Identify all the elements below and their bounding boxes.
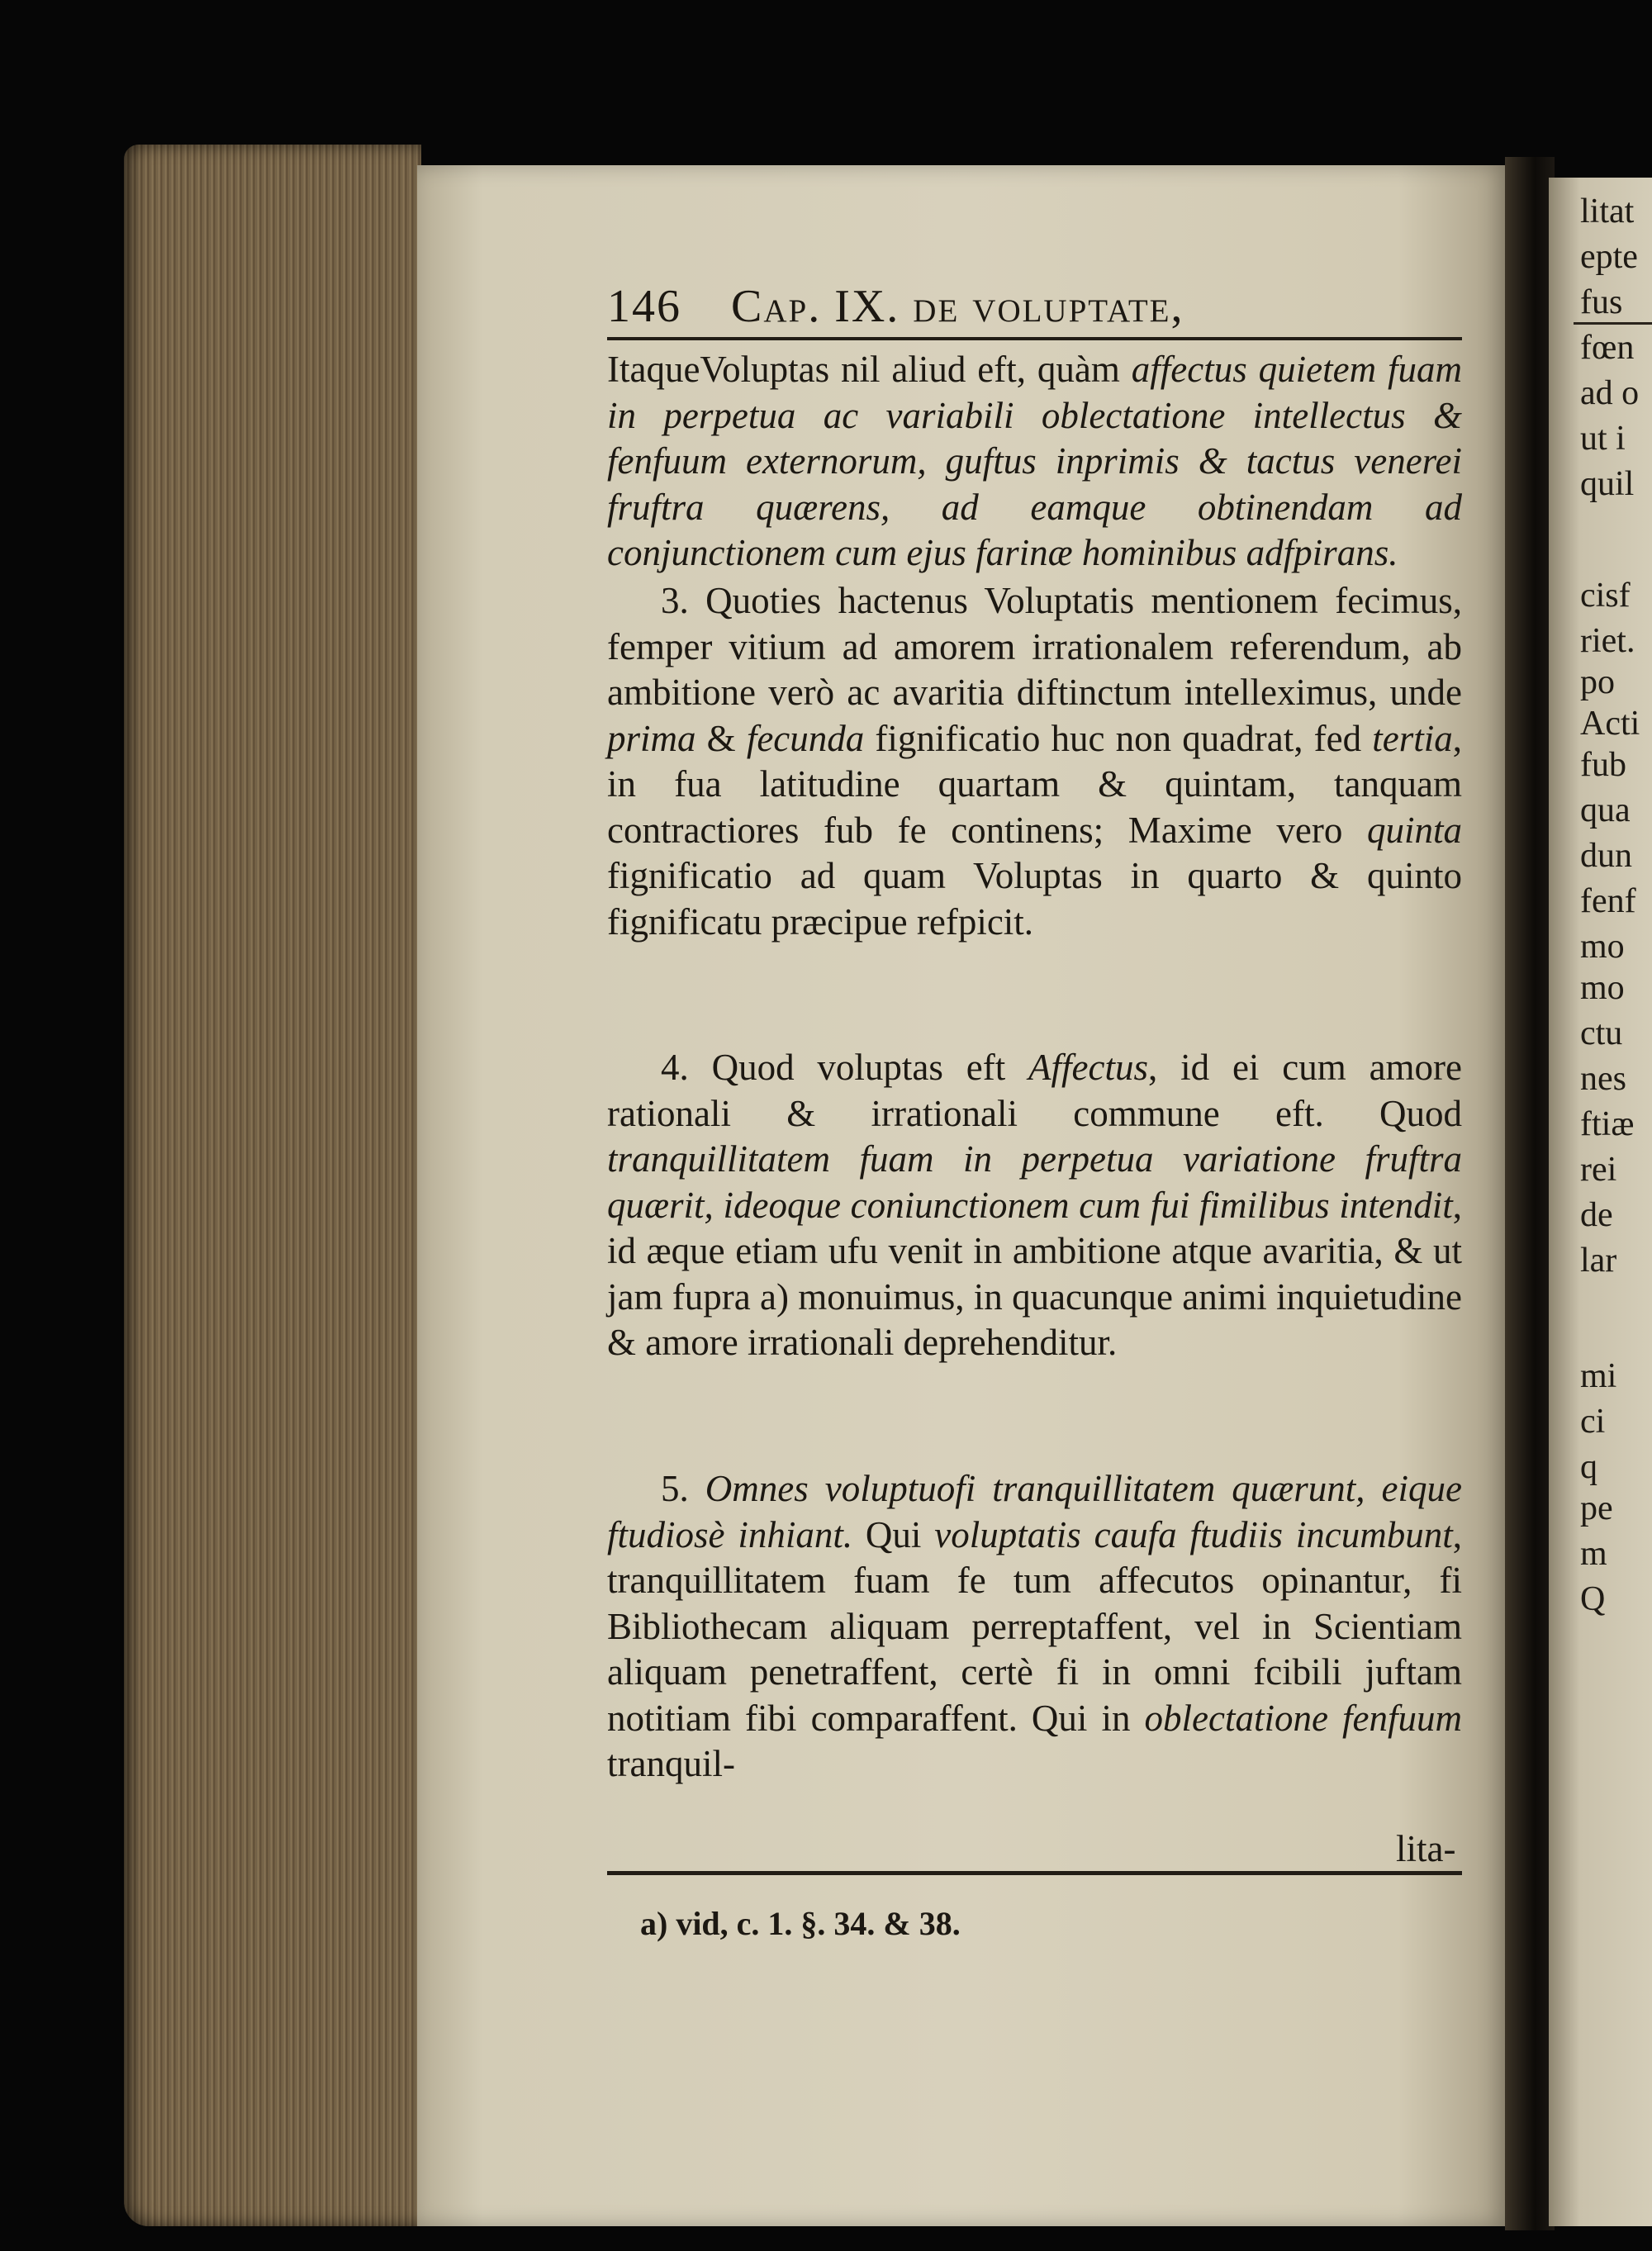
- facing-page-text: mo: [1580, 928, 1625, 966]
- text-segment: , id æque etiam ufu venit in ambitione atque avaritia, & ut jam fupra a) monuimus, in quacunque animi inquietudine & amore irrationali deprehenditur.: [607, 1184, 1462, 1363]
- catchword: lita-: [1396, 1828, 1456, 1869]
- text-segment: 5.: [661, 1468, 705, 1509]
- facing-page-text: fub: [1580, 746, 1626, 784]
- text-segment: tranquillitatem fuam in perpetua variatione fruftra quærit, ideoque coniunctionem cum fui fimilibus intendit: [607, 1138, 1462, 1226]
- page-number: 146: [607, 281, 681, 332]
- text-segment: , in fua latitudine quartam & quintam, tanquam contractiores fub fe continens; Maxime vero: [607, 717, 1462, 851]
- footnote-rule: [607, 1871, 1462, 1875]
- book-gutter: [1505, 157, 1555, 2230]
- text-segment: , id ei cum amore rationali & irrationali commune eft. Quod: [607, 1047, 1462, 1134]
- facing-page-text: ut i: [1580, 420, 1626, 458]
- paragraph-4: [607, 1045, 1462, 1366]
- facing-page-text: fus: [1580, 283, 1623, 321]
- header-rule: [607, 337, 1462, 340]
- facing-page-text: fœn: [1580, 329, 1635, 367]
- book-fore-edge: [124, 145, 421, 2226]
- text-segment: quinta: [1366, 809, 1462, 851]
- text-segment: oblectatione fenfuum: [1144, 1697, 1462, 1739]
- facing-page-text: cisf: [1580, 577, 1631, 615]
- text-segment: ItaqueVoluptas nil aliud eft, quàm: [607, 349, 1132, 390]
- text-segment: tranquil-: [607, 1743, 735, 1784]
- facing-page-text: pe: [1580, 1489, 1613, 1527]
- facing-page-text: qua: [1580, 791, 1631, 829]
- facing-page-text: po: [1580, 663, 1615, 701]
- paragraph-intro: [607, 347, 1462, 577]
- running-title: Cap. IX. de voluptate,: [731, 281, 1184, 332]
- facing-page-text: mi: [1580, 1357, 1617, 1395]
- text-segment: prima: [607, 717, 696, 759]
- paragraph-5: [607, 1466, 1462, 1788]
- facing-page-fragment: [1549, 178, 1652, 2226]
- text-segment: fignificatio ad quam Voluptas in quarto & quinto fignificatu præcipue refpicit.: [607, 855, 1462, 943]
- facing-page-text: riet.: [1580, 622, 1635, 660]
- text-segment: voluptatis caufa ftudiis incumbunt: [934, 1513, 1453, 1555]
- facing-page-text: ctu: [1580, 1014, 1623, 1052]
- facing-page-text: epte: [1580, 238, 1638, 276]
- text-segment: 3. Quoties hactenus Voluptatis mentionem fecimus, femper vitium ad amorem irrationalem referendum, ab ambitione verò ac avaritia diftinctum intelleximus, unde: [607, 580, 1462, 713]
- running-header: [607, 273, 1462, 340]
- facing-page-text: dun: [1580, 837, 1632, 875]
- facing-page-text: ci: [1580, 1403, 1606, 1441]
- facing-page-text: q: [1580, 1448, 1597, 1486]
- text-segment: &: [695, 717, 747, 759]
- text-segment: 4. Quod voluptas eft: [661, 1047, 1029, 1088]
- facing-page-text: rei: [1580, 1151, 1617, 1189]
- facing-page-text: ftiæ: [1580, 1105, 1635, 1143]
- facing-page-text: lar: [1580, 1242, 1617, 1280]
- facing-page-text: ad o: [1580, 374, 1640, 412]
- facing-page-text: Acti: [1580, 705, 1640, 743]
- text-segment: affectus quietem fuam in perpetua ac variabili oblectatione intellectus & fenfuum externorum, guftus inprimis & tactus venerei fruftra quærens, ad eamque obtinendam ad conjunctionem cum ejus farinæ hominibus adfpirans.: [607, 349, 1462, 573]
- footnote: a) vid, c. 1. §. 34. & 38.: [640, 1905, 961, 1942]
- text-segment: fecunda: [746, 717, 865, 759]
- facing-page-text: nes: [1580, 1060, 1626, 1098]
- facing-page-text: litat: [1580, 192, 1635, 230]
- facing-page-text: fenf: [1580, 882, 1636, 920]
- text-segment: , tranquillitatem fuam fe tum affecutos opinantur, fi Bibliothecam aliquam perreptaffent, vel in Scientiam aliquam penetraffent, certè fi in omni fcibili juftam notitiam fibi comparaffent. Qui in: [607, 1513, 1463, 1739]
- text-segment: Affectus: [1028, 1047, 1149, 1088]
- facing-page-text: mo: [1580, 969, 1625, 1007]
- text-segment: tertia: [1372, 717, 1453, 759]
- facing-page-rule: [1574, 322, 1652, 325]
- facing-page-text: de: [1580, 1196, 1613, 1234]
- text-segment: fignificatio huc non quadrat, fed: [864, 717, 1373, 759]
- text-segment: Qui: [852, 1513, 935, 1555]
- facing-page-text: m: [1580, 1535, 1607, 1573]
- facing-page-text: quil: [1580, 465, 1635, 503]
- facing-page-text: Q: [1580, 1580, 1606, 1618]
- text-segment: Omnes voluptuofi tranquillitatem quærunt, eique ftudiosè inhiant.: [607, 1468, 1462, 1555]
- paragraph-3: [607, 578, 1462, 945]
